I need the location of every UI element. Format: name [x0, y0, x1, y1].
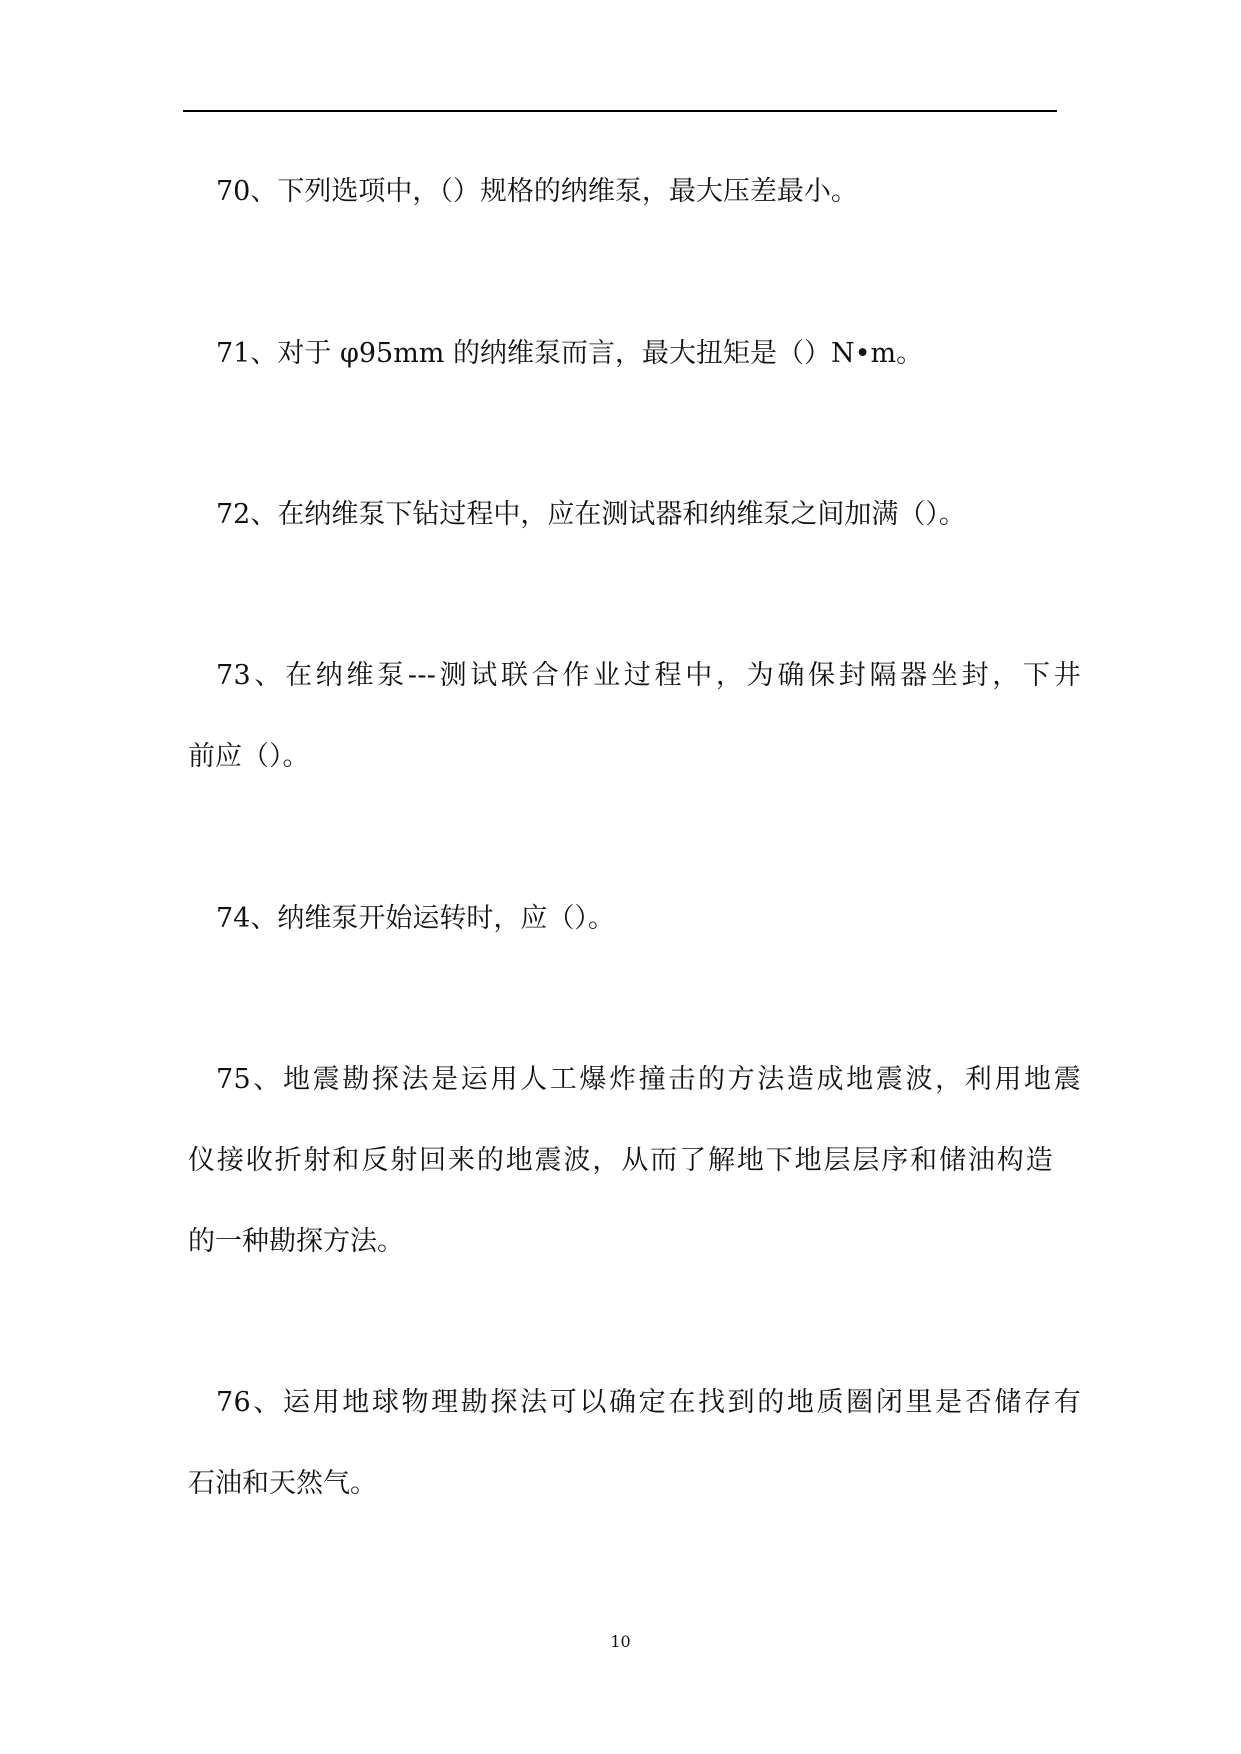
question-70-line-1: 70、下列选项中，（）规格的纳维泵，最大压差最小。: [216, 176, 858, 207]
question-76-line-1: 76、运用地球物理勘探法可以确定在找到的地质圈闭里是否储存有: [216, 1387, 1081, 1418]
page-number: 10: [610, 1632, 631, 1651]
question-73-line-1: 73、在纳维泵---测试联合作业过程中，为确保封隔器坐封，下井: [216, 660, 1081, 691]
question-76-line-2: 石油和天然气。: [188, 1468, 377, 1499]
question-75-line-2: 仪接收折射和反射回来的地震波，从而了解地下地层层序和储油构造: [188, 1145, 1053, 1176]
header-rule: [183, 110, 1057, 112]
question-71-line-1: 71、对于 φ95mm 的纳维泵而言，最大扭矩是（）N•m。: [216, 338, 924, 369]
question-72-line-1: 72、在纳维泵下钻过程中，应在测试器和纳维泵之间加满（）。: [216, 499, 966, 530]
question-74-line-1: 74、纳维泵开始运转时，应（）。: [216, 903, 615, 934]
question-75-line-3: 的一种勘探方法。: [188, 1226, 404, 1257]
question-75-line-1: 75、地震勘探法是运用人工爆炸撞击的方法造成地震波，利用地震: [216, 1064, 1081, 1095]
question-73-line-2: 前应（）。: [188, 741, 310, 772]
